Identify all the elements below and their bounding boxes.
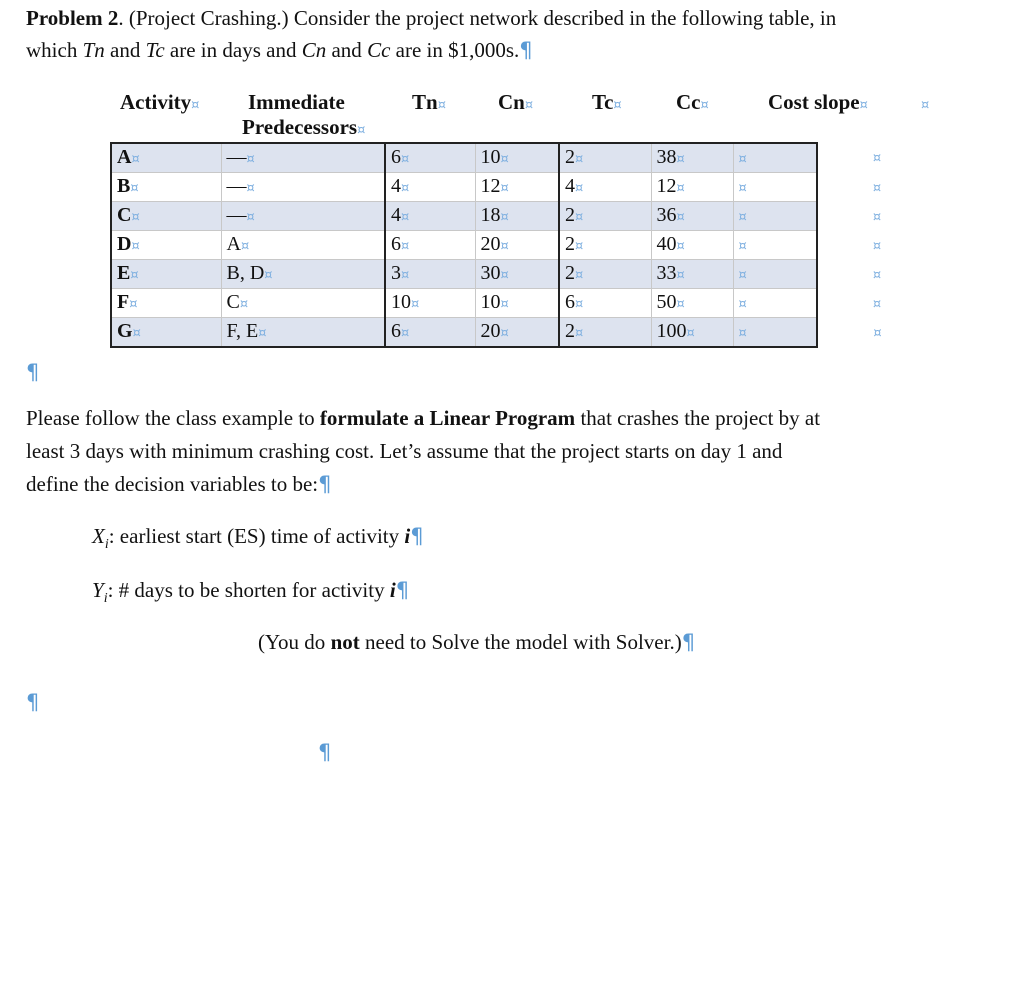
header-tn: Tn¤ xyxy=(412,90,446,114)
cell-end-mark: ¤ xyxy=(738,325,747,341)
cell-end-mark: ¤ xyxy=(239,296,249,312)
cell-cost-slope xyxy=(733,318,817,348)
para2-text-3: define the decision variables to be: xyxy=(26,472,319,496)
cell-end-mark: ¤ xyxy=(401,267,410,283)
cell-tc: 2¤ xyxy=(559,231,651,260)
solver-note xyxy=(258,630,695,655)
table-row xyxy=(111,143,937,173)
cell-predecessors: —¤ xyxy=(221,202,385,231)
cell-end-mark: ¤ xyxy=(246,151,255,167)
cell-end-mark: ¤ xyxy=(575,209,584,225)
cell-tn: 4¤ xyxy=(385,202,475,231)
cell-tc: 6¤ xyxy=(559,289,651,318)
cell-cn: 18¤ xyxy=(475,202,559,231)
cell-end-mark: ¤ xyxy=(676,180,685,196)
cell-tc: 2¤ xyxy=(559,143,651,173)
cell-tn: 6¤ xyxy=(385,231,475,260)
cell-cost-slope xyxy=(733,260,817,289)
cell-end-mark: ¤ xyxy=(500,267,509,283)
cell-end-mark: ¤ xyxy=(686,325,695,341)
cell-predecessors: C¤ xyxy=(221,289,385,318)
cell-end-mark: ¤ xyxy=(246,209,255,225)
cell-end-mark: ¤ xyxy=(500,238,509,254)
header-cn: Cn¤ xyxy=(498,90,534,114)
cell-end-mark: ¤ xyxy=(575,180,584,196)
cell-end-mark: ¤ xyxy=(738,267,747,283)
cell-end-mark: ¤ xyxy=(500,180,509,196)
cell-end-mark: ¤ xyxy=(401,209,410,225)
definition-y xyxy=(92,578,409,607)
cell-tc: 2¤ xyxy=(559,260,651,289)
cell-end-mark: ¤ xyxy=(129,296,138,312)
cell-cc: 50¤ xyxy=(651,289,733,318)
cell-tn: 6¤ xyxy=(385,143,475,173)
cell-activity: B¤ xyxy=(111,173,221,202)
cell-cost-slope xyxy=(733,143,817,173)
cell-predecessors: B, D¤ xyxy=(221,260,385,289)
pilcrow-mark: ¶ xyxy=(410,524,424,548)
pilcrow-mark: ¶ xyxy=(318,472,332,496)
cell-end-mark: ¤ xyxy=(676,267,685,283)
cell-end-mark: ¤ xyxy=(738,151,747,167)
cell-cn: 12¤ xyxy=(475,173,559,202)
cell-tn: 4¤ xyxy=(385,173,475,202)
intro-line-2 xyxy=(26,34,1006,66)
pilcrow-mark: ¶ xyxy=(318,740,332,764)
cell-end-mark: ¤ xyxy=(700,98,709,113)
cell-end-mark: ¤ xyxy=(264,267,273,283)
cell-end-mark: ¤ xyxy=(500,296,509,312)
header-tc: Tc¤ xyxy=(592,90,622,114)
problem-label: Problem 2 xyxy=(26,6,119,30)
cell-cc: 100¤ xyxy=(651,318,733,348)
cell-end-mark: ¤ xyxy=(500,325,509,341)
cell-activity: D¤ xyxy=(111,231,221,260)
cell-end-mark: ¤ xyxy=(524,98,534,113)
cell-cn: 30¤ xyxy=(475,260,559,289)
table-row xyxy=(111,173,937,202)
intro-cn: Cn xyxy=(301,38,327,62)
pilcrow-mark: ¶ xyxy=(395,578,410,602)
y-text: : # days to be shorten for activity xyxy=(107,578,390,602)
activity-table xyxy=(110,86,940,356)
cell-end-mark: ¤ xyxy=(676,151,685,167)
cell-tn: 6¤ xyxy=(385,318,475,348)
intro-text-2e: are in $1,000s. xyxy=(390,38,520,62)
intro-text-1: . (Project Crashing.) Consider the project network described in the following table, in xyxy=(118,6,837,30)
note-text-1: (You do xyxy=(258,630,331,654)
cell-cn: 20¤ xyxy=(475,318,559,348)
x-index: i xyxy=(404,524,411,548)
table-row xyxy=(111,289,937,318)
cell-end-mark: ¤ xyxy=(401,238,410,254)
intro-line-1 xyxy=(26,2,1006,34)
cell-end-mark: ¤ xyxy=(130,267,139,283)
cell-end-mark: ¤ xyxy=(500,209,509,225)
cell-predecessors: —¤ xyxy=(221,143,385,173)
cell-end-mark: ¤ xyxy=(738,296,747,312)
y-index: i xyxy=(389,578,396,602)
note-text-2: need to Solve the model with Solver.) xyxy=(359,630,682,654)
cell-end-mark: ¤ xyxy=(401,151,410,167)
cell-predecessors: F, E¤ xyxy=(221,318,385,348)
cell-end-mark: ¤ xyxy=(613,98,622,113)
cell-predecessors: A¤ xyxy=(221,231,385,260)
cell-activity: G¤ xyxy=(111,318,221,348)
table-row xyxy=(111,231,937,260)
y-sub: i xyxy=(103,591,108,607)
x-var: X xyxy=(92,524,105,548)
cell-end-mark: ¤ xyxy=(575,296,584,312)
definition-x xyxy=(92,524,424,553)
cell-end-mark: ¤ xyxy=(258,325,267,341)
header-row-end-mark: ¤ xyxy=(921,98,930,113)
table-row xyxy=(111,202,937,231)
cell-end-mark: ¤ xyxy=(191,98,200,113)
header-activity: Activity¤ xyxy=(120,90,200,114)
activity-grid xyxy=(110,142,938,348)
header-predecessors xyxy=(242,90,392,143)
intro-tn: Tn xyxy=(82,38,105,62)
cell-activity: C¤ xyxy=(111,202,221,231)
cell-cost-slope xyxy=(733,173,817,202)
cell-cn: 10¤ xyxy=(475,289,559,318)
cell-cc: 38¤ xyxy=(651,143,733,173)
pilcrow-mark: ¶ xyxy=(681,630,696,654)
row-end-mark: ¤ xyxy=(817,289,937,318)
pilcrow-mark: ¶ xyxy=(26,690,40,714)
cell-end-mark: ¤ xyxy=(131,238,140,254)
intro-cc: Cc xyxy=(367,38,391,62)
pilcrow-mark: ¶ xyxy=(26,360,40,384)
header-cost-slope: Cost slope¤ xyxy=(768,90,868,114)
cell-end-mark: ¤ xyxy=(246,180,255,196)
header-predecessors-line2: Predecessors xyxy=(242,115,358,139)
cell-end-mark: ¤ xyxy=(131,209,140,225)
cell-end-mark: ¤ xyxy=(738,180,747,196)
cell-end-mark: ¤ xyxy=(131,151,140,167)
problem-intro xyxy=(26,2,1006,66)
row-end-mark: ¤ xyxy=(817,318,937,348)
row-end-mark: ¤ xyxy=(817,260,937,289)
para2-line-1 xyxy=(26,402,1006,435)
para2-line-3 xyxy=(26,468,1006,501)
cell-cc: 33¤ xyxy=(651,260,733,289)
para2-bold: formulate a Linear Program xyxy=(319,406,576,430)
pilcrow-mark: ¶ xyxy=(519,38,533,62)
cell-cn: 10¤ xyxy=(475,143,559,173)
intro-text-2a: which xyxy=(26,38,83,62)
header-predecessors-line1: Immediate xyxy=(248,90,345,114)
cell-end-mark: ¤ xyxy=(500,151,509,167)
cell-end-mark: ¤ xyxy=(401,325,410,341)
cell-end-mark: ¤ xyxy=(575,151,584,167)
cell-end-mark: ¤ xyxy=(575,267,584,283)
row-end-mark: ¤ xyxy=(817,173,937,202)
x-sub: i xyxy=(104,537,109,553)
cell-cost-slope xyxy=(733,231,817,260)
cell-cn: 20¤ xyxy=(475,231,559,260)
cell-end-mark: ¤ xyxy=(676,238,685,254)
cell-tn: 10¤ xyxy=(385,289,475,318)
header-cc: Cc¤ xyxy=(676,90,709,114)
cell-tn: 3¤ xyxy=(385,260,475,289)
cell-cc: 12¤ xyxy=(651,173,733,202)
cell-end-mark: ¤ xyxy=(401,180,410,196)
cell-tc: 4¤ xyxy=(559,173,651,202)
row-end-mark: ¤ xyxy=(817,202,937,231)
cell-cc: 40¤ xyxy=(651,231,733,260)
intro-text-2b: and xyxy=(104,38,146,62)
cell-predecessors: —¤ xyxy=(221,173,385,202)
intro-text-2d: and xyxy=(326,38,368,62)
intro-text-2c: are in days and xyxy=(164,38,302,62)
cell-end-mark: ¤ xyxy=(859,98,868,113)
cell-cc: 36¤ xyxy=(651,202,733,231)
note-bold: not xyxy=(330,630,360,654)
table-row xyxy=(111,260,937,289)
instruction-paragraph xyxy=(26,402,1006,501)
cell-activity: F¤ xyxy=(111,289,221,318)
cell-end-mark: ¤ xyxy=(437,98,446,113)
row-end-mark: ¤ xyxy=(817,231,937,260)
cell-end-mark: ¤ xyxy=(411,296,420,312)
y-var: Y xyxy=(92,578,104,602)
cell-tc: 2¤ xyxy=(559,202,651,231)
cell-end-mark: ¤ xyxy=(738,238,747,254)
cell-end-mark: ¤ xyxy=(738,209,747,225)
cell-end-mark: ¤ xyxy=(676,296,685,312)
para2-text-2: that crashes the project by at xyxy=(575,406,821,430)
para2-line-2: least 3 days with minimum crashing cost. Let’s assume that the project starts on day 1 and xyxy=(26,439,783,463)
cell-cost-slope xyxy=(733,202,817,231)
table-row xyxy=(111,318,937,348)
cell-end-mark: ¤ xyxy=(575,325,584,341)
cell-end-mark: ¤ xyxy=(357,123,366,138)
cell-activity: A¤ xyxy=(111,143,221,173)
cell-cost-slope xyxy=(733,289,817,318)
row-end-mark: ¤ xyxy=(817,143,937,173)
cell-end-mark: ¤ xyxy=(676,209,685,225)
cell-end-mark: ¤ xyxy=(132,325,141,341)
intro-tc: Tc xyxy=(145,38,165,62)
cell-activity: E¤ xyxy=(111,260,221,289)
cell-tc: 2¤ xyxy=(559,318,651,348)
x-text: : earliest start (ES) time of activity xyxy=(108,524,405,548)
cell-end-mark: ¤ xyxy=(575,238,584,254)
cell-end-mark: ¤ xyxy=(240,238,250,254)
para2-text-1: Please follow the class example to xyxy=(26,406,320,430)
cell-end-mark: ¤ xyxy=(130,180,139,196)
